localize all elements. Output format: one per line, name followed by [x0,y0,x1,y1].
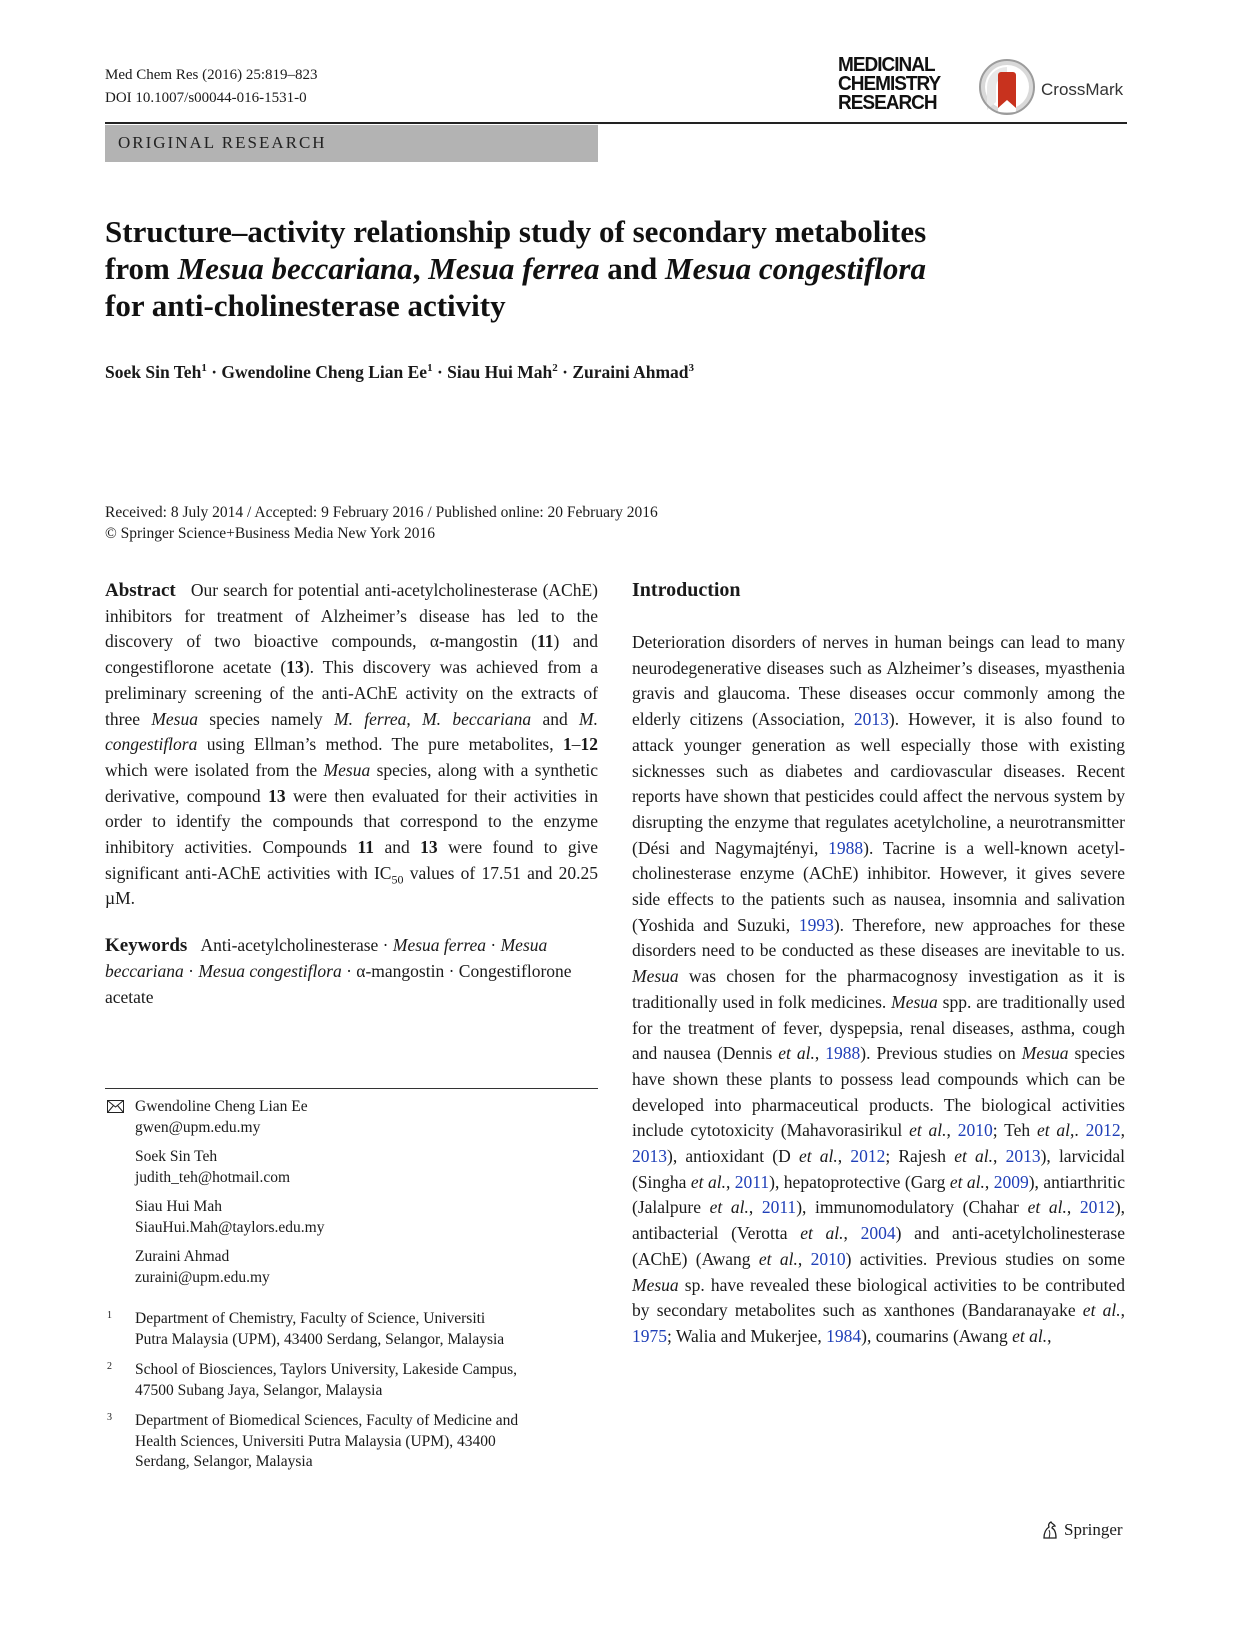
contact-email[interactable]: SiauHui.Mah@taylors.edu.my [135,1218,325,1236]
right-column [632,578,1125,1350]
section-label: ORIGINAL RESEARCH [118,133,327,152]
journal-citation: Med Chem Res (2016) 25:819–823 [105,67,318,83]
abstract: Abstract Our search for potential anti-acetylcholinesterase (AChE) inhibitors for treatment of Alzheimer’s disease has led to the discovery of two bioactive compounds, α-mangostin (11) and congestiflorone acetate (13). This discovery was achieved from a preliminary screening of the anti-AChE activity on the extracts of three Mesua species namely M. ferrea, M. beccariana and M. congestiflora using Ellman’s method. The pure metabolites, 1–12 which were isolated from the Mesua species, along with a synthetic derivative, compound 13 were then evaluated for their activities in order to identify the compounds that correspond to the enzyme inhibitory activities. Compounds 11 and 13 were found to give significant anti-AChE activities with $IC_{50}$ values of 17.51 and 20.25 µM. [105,580,598,909]
citation-link[interactable]: 1988 [828,837,864,858]
citation-link[interactable]: 2010 [957,1120,993,1141]
doi: DOI 10.1007/s00044-016-1531-0 [105,90,307,106]
publisher-name: Springer [1064,1520,1123,1539]
title-line-3: for anti-cholinesterase activity [105,288,506,323]
affiliation-number: 3 [107,1412,112,1423]
citation-link[interactable]: 2011 [734,1171,770,1192]
footnote-rule [105,1088,598,1089]
affiliation-number: 2 [107,1361,112,1372]
author: Siau Hui Mah$^2$ [447,362,558,382]
affiliation: 2 School of Biosciences, Taylors University, Lakeside Campus, 47500 Subang Jaya, Selangor, Malaysia [105,1360,598,1401]
author-contacts [105,1097,598,1297]
affiliations [105,1309,598,1483]
affiliation-number: 1 [107,1310,112,1321]
citation-link[interactable]: 1988 [825,1043,861,1064]
citation-link[interactable]: 2012 [850,1146,886,1167]
journal-logo: MEDICINAL CHEMISTRY RESEARCH [838,53,941,115]
citation-link[interactable]: 2010 [810,1248,846,1269]
keywords-label: Keywords [105,935,188,957]
header-rule [105,122,1127,124]
citation-link[interactable]: 1984 [826,1325,862,1346]
citation-link[interactable]: 2012 [1079,1197,1115,1218]
left-column [105,578,598,1010]
publication-dates [105,502,658,544]
citation-link[interactable]: 2013 [853,709,889,730]
abstract-label: Abstract [105,580,176,601]
author: Zuraini Ahmad$^3$ [572,362,695,382]
article-title [105,213,1135,324]
crossmark-badge[interactable] [978,58,1128,118]
citation-link[interactable]: 1993 [798,914,834,935]
introduction-heading: Introduction [632,579,741,601]
contact-name: Gwendoline Cheng Lian Ee [135,1098,308,1115]
author-contact [105,1247,598,1288]
citation-link[interactable]: 2013 [1005,1146,1041,1167]
crossmark-label: CrossMark [1041,80,1124,99]
corresponding-author [105,1097,598,1138]
keywords: Keywords Anti-acetylcholinesterase · Mesua ferrea · Mesua beccariana · Mesua congestiflora · α-mangostin · Congestiflorone acetate [105,935,572,1007]
affiliation: 3 Department of Biomedical Sciences, Faculty of Medicine and Health Sciences, Universiti Putra Malaysia (UPM), 43400 Serdang, Selangor, Malaysia [105,1411,598,1473]
contact-email[interactable]: gwen@upm.edu.my [135,1118,261,1136]
citation-link[interactable]: 2011 [761,1197,797,1218]
journal-reference [105,64,317,110]
affiliation: 1 Department of Chemistry, Faculty of Science, Universiti Putra Malaysia (UPM), 43400 Serdang, Selangor, Malaysia [105,1309,598,1350]
author-contact [105,1147,598,1188]
introduction-body: Deterioration disorders of nerves in human beings can lead to many neurodegenerative diseases such as Alzheimer’s diseases, myasthenia gravis and glaucoma. These diseases occur commonly among the elderly citizens (Association, 2013). However, it is also found to attack younger generation as well especially those with existing sicknesses such as diabetes and cardiovascular diseases. Recent reports have shown that pesticides could affect the nervous system by disrupting the enzyme that regulates acetylcholine, a neurotransmitter (Dési and Nagymajtényi, 1988). Tacrine is a well-known acetyl-cholinesterase enzyme (AChE) inhibitor. However, it gives severe side effects to the patients such as nausea, insomnia and salivation (Yoshida and Suzuki, 1993). Therefore, new approaches for these disorders need to be conducted as these diseases are inevitable to us. Mesua was chosen for the pharmacognosy investigation as it is traditionally used in folk medicines. Mesua spp. are traditionally used for the treatment of fever, dyspepsia, renal diseases, asthma, cough and nausea (Dennis et al., 1988). Previous studies on Mesua species have shown these plants to possess lead compounds which can be developed into pharmaceutical products. The biological activities include cytotoxicity (Mahavorasirikul et al., 2010; Teh et al,. 2012, 2013), antioxidant (D et al., 2012; Rajesh et al., 2013), larvicidal (Singha et al., 2011), hepatoprotective (Garg et al., 2009), antiarthritic (Jalalpure et al., 2011), immunomodulatory (Chahar et al., 2012), antibacterial (Verotta et al., 2004) and anti-acetylcholinesterase (AChE) (Awang et al., 2010) activities. Previous studies on some Mesua sp. have revealed these biological activities to be contributed by secondary metabolites such as xanthones (Bandaranayake et al., 1975; Walia and Mukerjee, 1984), coumarins (Awang et al., [632,632,1126,1346]
citation-link[interactable]: 2004 [860,1223,896,1244]
crossmark-icon [978,58,1036,116]
citation-link[interactable]: 2013 [632,1146,667,1167]
author-contact [105,1197,598,1238]
contact-email[interactable]: zuraini@upm.edu.my [135,1268,270,1286]
title-line-2: from Mesua beccariana, Mesua ferrea and Mesua congestiflora [105,251,926,286]
author: Soek Sin Teh$^1$ [105,362,207,382]
contact-name: Siau Hui Mah [135,1198,222,1215]
contact-email[interactable]: judith_teh@hotmail.com [135,1168,291,1186]
citation-link[interactable]: 1975 [632,1325,667,1346]
publisher-mark [1040,1519,1130,1543]
history-dates: Received: 8 July 2014 / Accepted: 9 February 2016 / Published online: 20 February 2016 [105,504,658,521]
contact-name: Soek Sin Teh [135,1148,218,1165]
citation-link[interactable]: 2012 [1085,1120,1121,1141]
envelope-icon [107,1100,124,1113]
copyright: © Springer Science+Business Media New York 2016 [105,525,436,542]
header-logos [838,55,1128,121]
contact-name: Zuraini Ahmad [135,1248,230,1265]
author-list: Soek Sin Teh$^1$ · Gwendoline Cheng Lian $Ee^1$ · Siau Hui Mah$^2$ · Zuraini Ahmad$^3$ [105,362,695,382]
section-banner [105,125,598,162]
citation-link[interactable]: 2009 [993,1171,1029,1192]
springer-horse-icon [1040,1520,1060,1540]
title-line-1: Structure–activity relationship study of secondary metabolites [105,214,927,249]
author: Gwendoline Cheng Lian Ee$^1$ [221,362,433,382]
